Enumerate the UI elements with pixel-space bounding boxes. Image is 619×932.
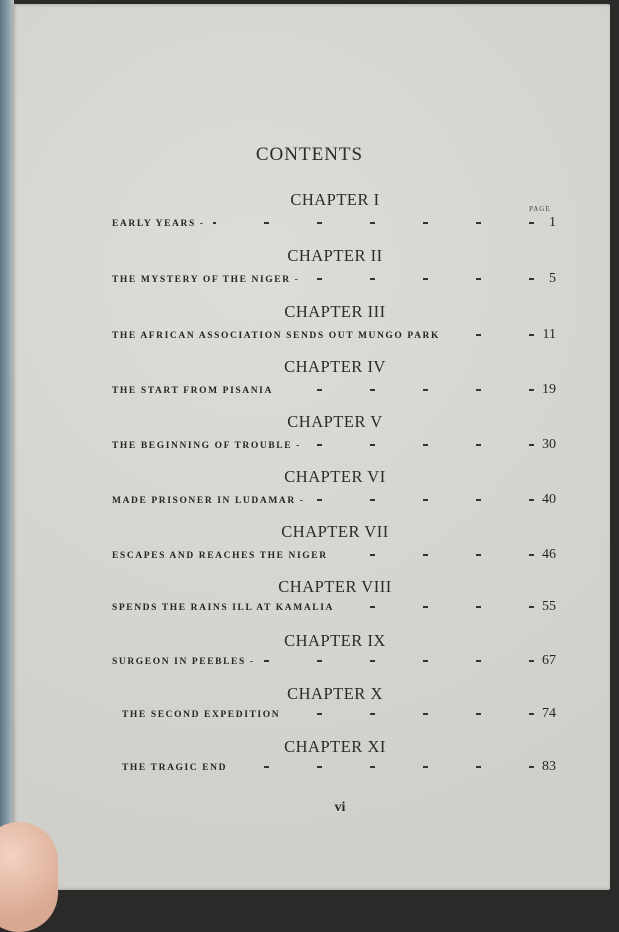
page-number: vi	[334, 800, 346, 815]
toc-entry	[112, 215, 556, 231]
entry-title: MADE PRISONER IN LUDAMAR -	[112, 496, 305, 506]
chapter-heading: CHAPTER V	[287, 412, 383, 431]
toc-entry	[112, 437, 556, 453]
chapter-heading: CHAPTER IV	[284, 357, 386, 376]
toc-entry	[112, 547, 556, 563]
dash-leader	[288, 713, 534, 715]
entry-page-number: 67	[542, 653, 556, 668]
toc-entry	[112, 271, 556, 287]
entry-page-number: 46	[542, 547, 556, 562]
dash-leader	[313, 499, 534, 501]
entry-title: THE MYSTERY OF THE NIGER -	[112, 275, 300, 285]
dash-leader	[263, 660, 534, 662]
dash-leader	[309, 444, 534, 446]
dash-leader	[448, 334, 534, 336]
dash-leader	[336, 554, 534, 556]
entry-title: ESCAPES AND REACHES THE NIGER	[112, 551, 328, 561]
entry-title: THE START FROM PISANIA	[112, 386, 273, 396]
toc-entry	[112, 492, 556, 508]
page-column-header: PAGE	[529, 205, 551, 213]
entry-title: SURGEON IN PEEBLES -	[112, 657, 255, 667]
dash-leader	[281, 389, 534, 391]
thumb	[0, 822, 58, 932]
entry-page-number: 19	[542, 382, 556, 397]
entry-page-number: 1	[549, 215, 556, 230]
chapter-heading: CHAPTER XI	[284, 737, 386, 756]
toc-entry	[112, 382, 556, 398]
chapter-heading: CHAPTER X	[287, 684, 383, 703]
entry-page-number: 5	[549, 271, 556, 286]
toc-entry	[112, 653, 556, 669]
entry-page-number: 83	[542, 759, 556, 774]
toc-entry	[112, 599, 556, 615]
chapter-heading: CHAPTER VIII	[278, 577, 392, 596]
entry-title: THE TRAGIC END	[122, 763, 228, 773]
entry-page-number: 30	[542, 437, 556, 452]
entry-page-number: 74	[542, 706, 556, 721]
chapter-heading: CHAPTER VII	[281, 522, 389, 541]
chapter-heading: CHAPTER III	[284, 302, 386, 321]
toc-entry	[112, 327, 556, 343]
dash-leader	[213, 222, 534, 224]
toc-entry	[122, 706, 556, 722]
entry-title: THE BEGINNING OF TROUBLE -	[112, 441, 301, 451]
entry-page-number: 40	[542, 492, 556, 507]
entry-title: EARLY YEARS -	[112, 219, 205, 229]
entry-page-number: 55	[542, 599, 556, 614]
chapter-heading: CHAPTER IX	[284, 631, 386, 650]
dash-leader	[235, 766, 534, 768]
chapter-heading: CHAPTER I	[290, 190, 380, 209]
chapter-heading: CHAPTER II	[287, 246, 383, 265]
entry-title: THE AFRICAN ASSOCIATION SENDS OUT MUNGO PARK	[112, 331, 440, 341]
dash-leader	[307, 278, 534, 280]
page-title: CONTENTS	[255, 144, 364, 165]
entry-title: SPENDS THE RAINS ILL AT KAMALIA	[112, 603, 334, 613]
chapter-heading: CHAPTER VI	[284, 467, 386, 486]
entry-title: THE SECOND EXPEDITION	[122, 710, 281, 720]
dash-leader	[342, 606, 534, 608]
entry-page-number: 11	[542, 327, 556, 342]
toc-entry	[122, 759, 556, 775]
